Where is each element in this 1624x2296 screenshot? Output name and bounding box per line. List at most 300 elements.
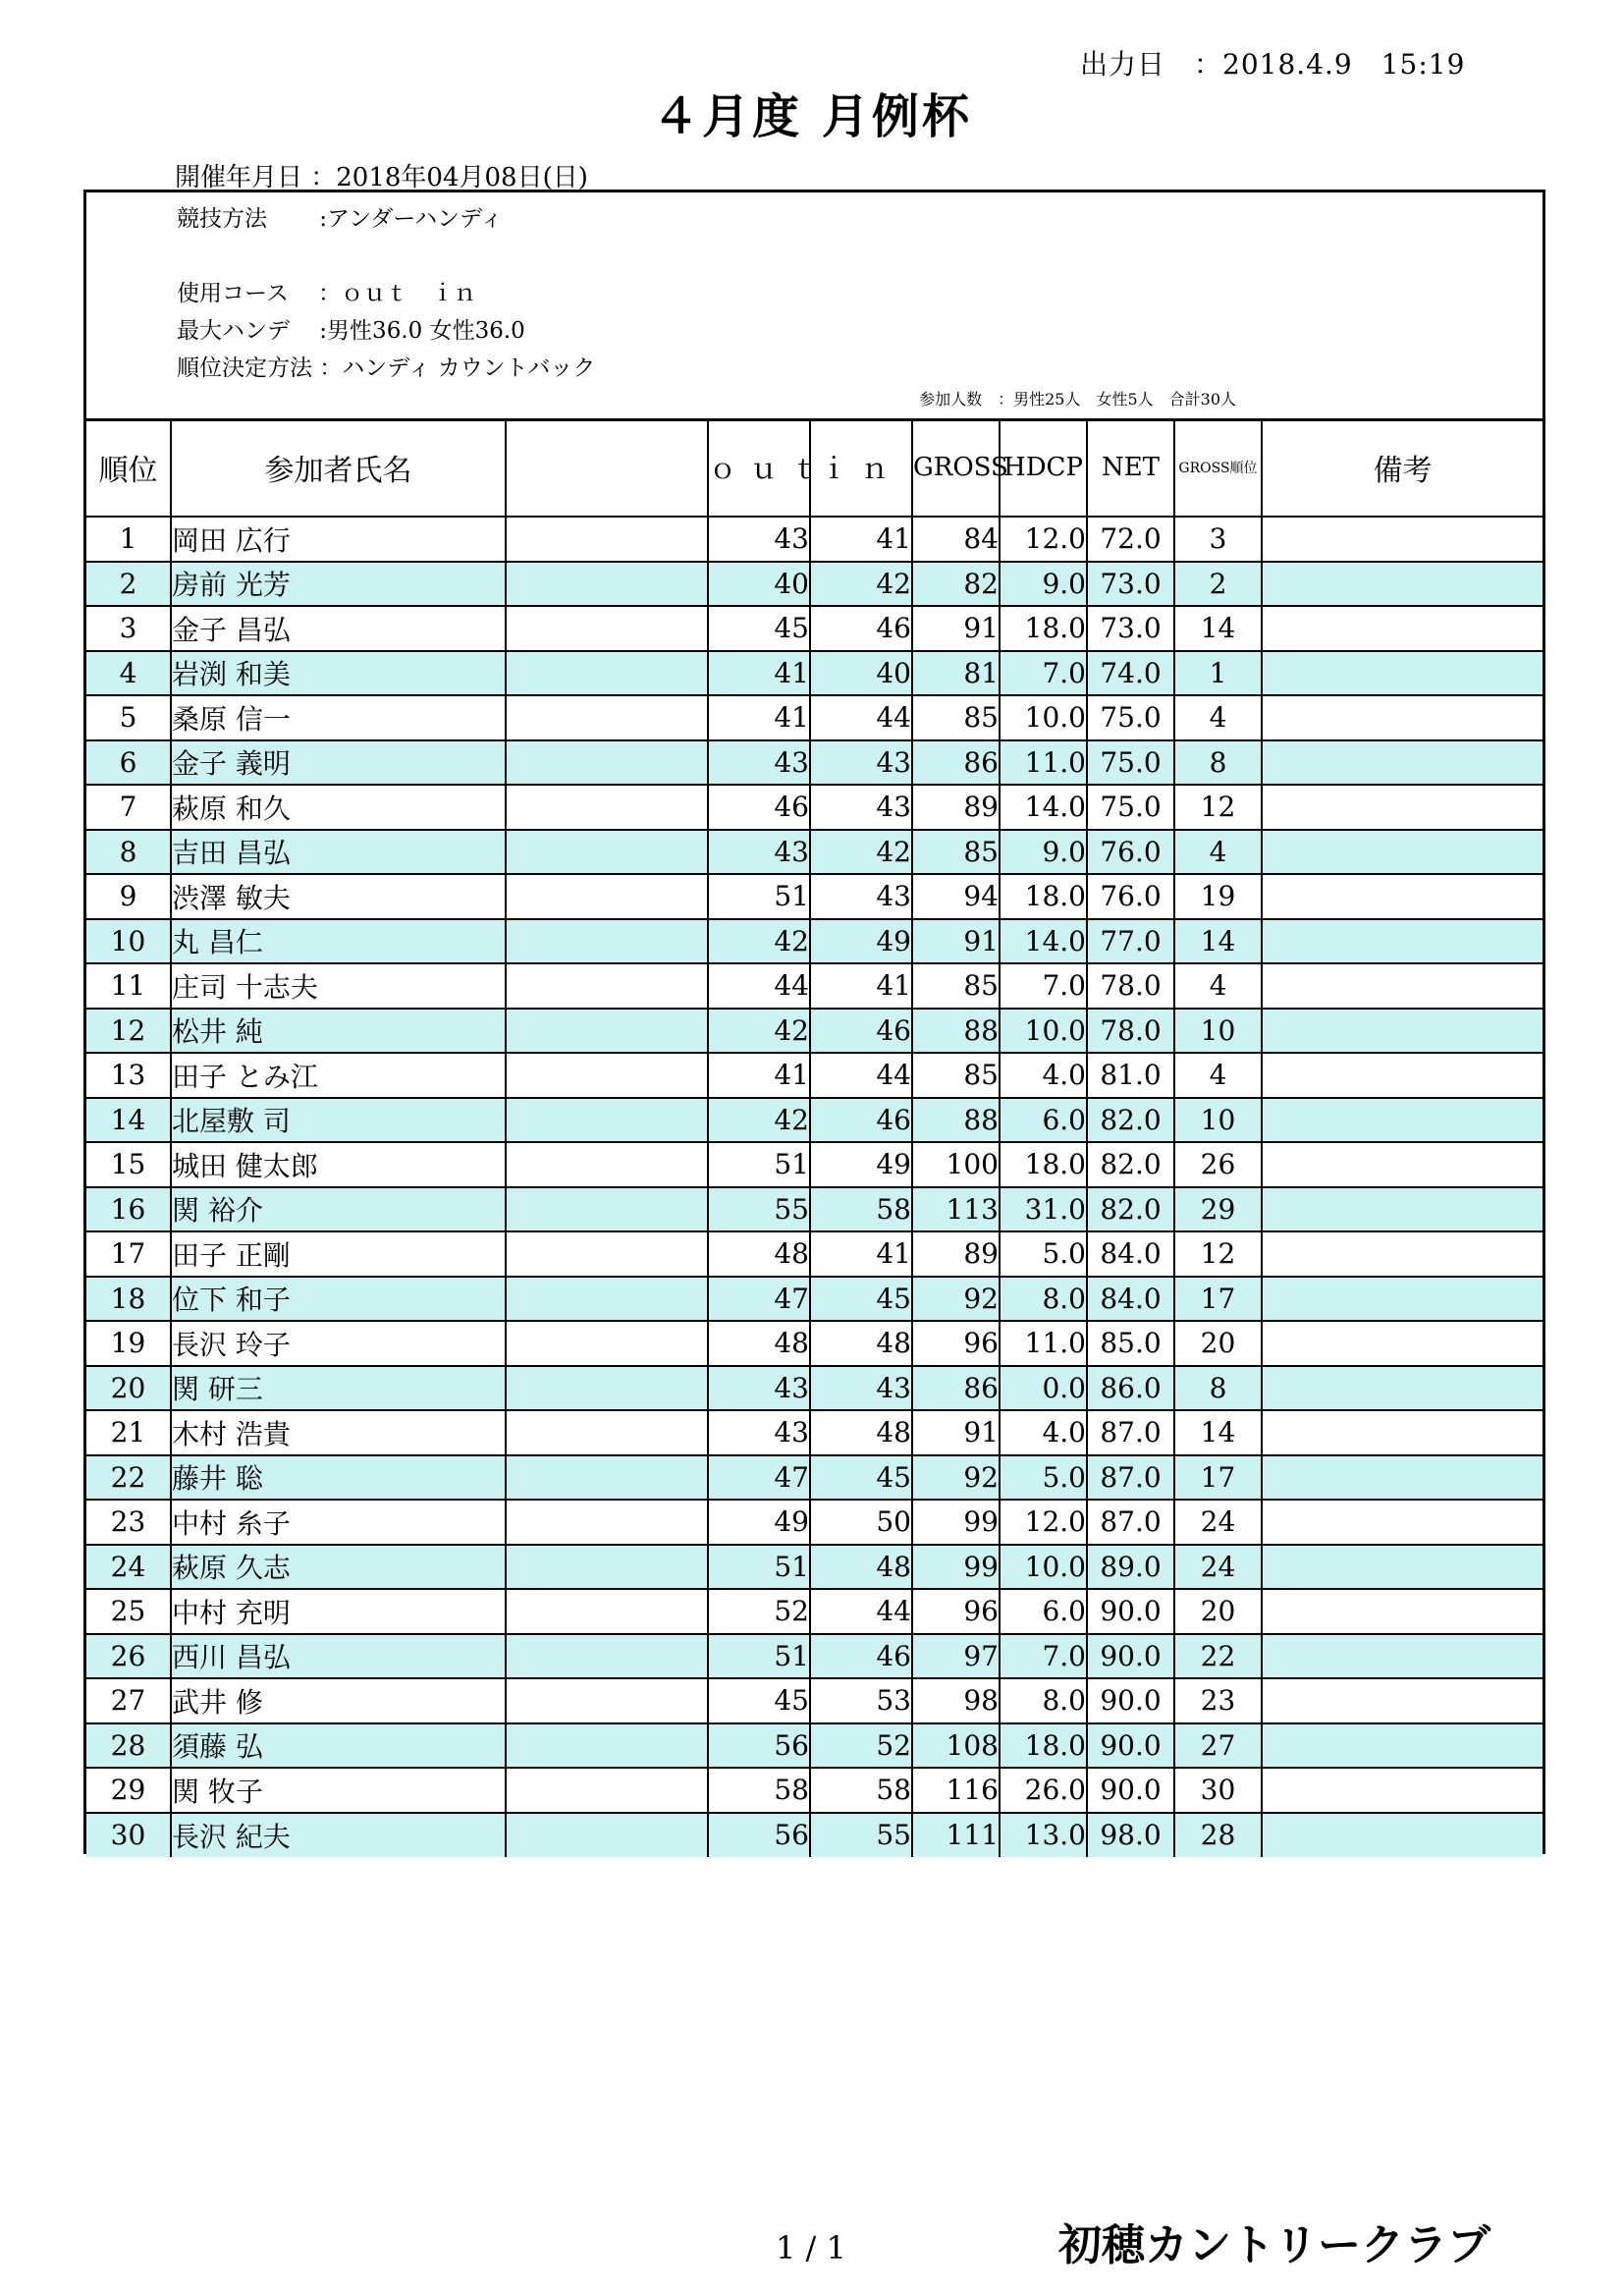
- cell-rank: 6: [86, 740, 171, 786]
- cell-out: 45: [708, 1678, 810, 1723]
- table-row: [86, 1723, 1543, 1769]
- cell-rank: 24: [86, 1545, 171, 1590]
- cell-blank: [506, 1098, 708, 1143]
- cell-in: 48: [810, 1321, 912, 1366]
- cell-net: 82.0: [1087, 1187, 1174, 1232]
- cell-in: 52: [810, 1723, 912, 1769]
- held-date: 開催年月日 ：2018年04月08日(日): [175, 163, 588, 192]
- cell-gross-rank: 30: [1174, 1768, 1262, 1813]
- cell-net: 90.0: [1087, 1589, 1174, 1634]
- cell-remarks: [1262, 963, 1543, 1009]
- cell-rank: 29: [86, 1768, 171, 1813]
- cell-rank: 11: [86, 963, 171, 1009]
- cell-gross-rank: 29: [1174, 1187, 1262, 1232]
- cell-in: 43: [810, 1366, 912, 1411]
- cell-remarks: [1262, 1500, 1543, 1545]
- cell-gross-rank: 3: [1174, 517, 1262, 562]
- cell-blank: [506, 1723, 708, 1769]
- cell-net: 78.0: [1087, 1009, 1174, 1054]
- cell-in: 43: [810, 874, 912, 919]
- cell-blank: [506, 651, 708, 696]
- cell-remarks: [1262, 785, 1543, 830]
- cell-in: 48: [810, 1410, 912, 1455]
- cell-name: 関 研三: [171, 1366, 506, 1411]
- cell-remarks: [1262, 562, 1543, 607]
- cell-rank: 26: [86, 1634, 171, 1679]
- cell-blank: [506, 1634, 708, 1679]
- cell-in: 46: [810, 606, 912, 651]
- cell-blank: [506, 830, 708, 875]
- competition-method: 競技方法 :アンダーハンディ: [177, 206, 504, 232]
- cell-gross-rank: 14: [1174, 606, 1262, 651]
- cell-net: 87.0: [1087, 1500, 1174, 1545]
- cell-in: 44: [810, 1053, 912, 1098]
- cell-hdcp: 4.0: [1000, 1053, 1087, 1098]
- cell-remarks: [1262, 1142, 1543, 1187]
- cell-gross: 91: [912, 919, 1000, 964]
- cell-blank: [506, 1142, 708, 1187]
- cell-blank: [506, 606, 708, 651]
- cell-hdcp: 11.0: [1000, 740, 1087, 786]
- cell-net: 90.0: [1087, 1678, 1174, 1723]
- cell-name: 萩原 和久: [171, 785, 506, 830]
- cell-hdcp: 8.0: [1000, 1678, 1087, 1723]
- cell-hdcp: 7.0: [1000, 1634, 1087, 1679]
- cell-hdcp: 6.0: [1000, 1589, 1087, 1634]
- cell-net: 78.0: [1087, 963, 1174, 1009]
- table-row: [86, 517, 1543, 562]
- table-row: [86, 1277, 1543, 1322]
- cell-hdcp: 26.0: [1000, 1768, 1087, 1813]
- table-row: [86, 1634, 1543, 1679]
- cell-in: 41: [810, 517, 912, 562]
- table-row: [86, 606, 1543, 651]
- cell-gross-rank: 8: [1174, 740, 1262, 786]
- cell-out: 46: [708, 785, 810, 830]
- cell-hdcp: 14.0: [1000, 785, 1087, 830]
- cell-gross: 85: [912, 963, 1000, 1009]
- cell-hdcp: 18.0: [1000, 874, 1087, 919]
- table-row: [86, 1678, 1543, 1723]
- cell-out: 58: [708, 1768, 810, 1813]
- cell-gross: 85: [912, 1053, 1000, 1098]
- cell-gross-rank: 27: [1174, 1723, 1262, 1769]
- cell-gross-rank: 4: [1174, 963, 1262, 1009]
- header-out: ｏｕｔ: [708, 418, 810, 517]
- cell-out: 42: [708, 919, 810, 964]
- cell-in: 49: [810, 1142, 912, 1187]
- cell-out: 43: [708, 1366, 810, 1411]
- cell-blank: [506, 963, 708, 1009]
- cell-rank: 3: [86, 606, 171, 651]
- cell-net: 98.0: [1087, 1813, 1174, 1858]
- cell-remarks: [1262, 1366, 1543, 1411]
- cell-gross-rank: 19: [1174, 874, 1262, 919]
- cell-net: 75.0: [1087, 695, 1174, 740]
- cell-in: 48: [810, 1545, 912, 1590]
- cell-out: 43: [708, 830, 810, 875]
- cell-name: 丸 昌仁: [171, 919, 506, 964]
- cell-gross: 88: [912, 1009, 1000, 1054]
- cell-gross-rank: 17: [1174, 1455, 1262, 1501]
- cell-name: 西川 昌弘: [171, 1634, 506, 1679]
- cell-out: 55: [708, 1187, 810, 1232]
- cell-rank: 17: [86, 1231, 171, 1277]
- cell-gross: 113: [912, 1187, 1000, 1232]
- cell-blank: [506, 1410, 708, 1455]
- cell-blank: [506, 1321, 708, 1366]
- cell-gross-rank: 12: [1174, 1231, 1262, 1277]
- cell-out: 51: [708, 1142, 810, 1187]
- table-row: [86, 830, 1543, 875]
- cell-gross: 89: [912, 785, 1000, 830]
- cell-gross: 92: [912, 1277, 1000, 1322]
- cell-in: 58: [810, 1187, 912, 1232]
- cell-gross: 111: [912, 1813, 1000, 1858]
- cell-name: 長沢 玲子: [171, 1321, 506, 1366]
- cell-out: 41: [708, 695, 810, 740]
- cell-remarks: [1262, 1768, 1543, 1813]
- cell-in: 45: [810, 1277, 912, 1322]
- cell-net: 72.0: [1087, 517, 1174, 562]
- cell-rank: 15: [86, 1142, 171, 1187]
- cell-gross: 86: [912, 740, 1000, 786]
- cell-name: 関 牧子: [171, 1768, 506, 1813]
- cell-net: 82.0: [1087, 1098, 1174, 1143]
- cell-in: 49: [810, 919, 912, 964]
- cell-net: 89.0: [1087, 1545, 1174, 1590]
- cell-in: 43: [810, 740, 912, 786]
- cell-gross: 99: [912, 1500, 1000, 1545]
- ranking-method: 順位決定方法 ：ハンディ カウントバック: [177, 355, 596, 381]
- cell-gross-rank: 20: [1174, 1589, 1262, 1634]
- table-header-row: [86, 418, 1543, 517]
- cell-remarks: [1262, 1589, 1543, 1634]
- cell-name: 房前 光芳: [171, 562, 506, 607]
- cell-remarks: [1262, 517, 1543, 562]
- cell-gross: 96: [912, 1321, 1000, 1366]
- cell-remarks: [1262, 695, 1543, 740]
- cell-out: 52: [708, 1589, 810, 1634]
- cell-gross-rank: 12: [1174, 785, 1262, 830]
- table-row: [86, 1813, 1543, 1858]
- cell-out: 51: [708, 1634, 810, 1679]
- cell-gross-rank: 20: [1174, 1321, 1262, 1366]
- cell-blank: [506, 1053, 708, 1098]
- cell-hdcp: 7.0: [1000, 651, 1087, 696]
- cell-rank: 18: [86, 1277, 171, 1322]
- table-row: [86, 1545, 1543, 1590]
- cell-net: 87.0: [1087, 1455, 1174, 1501]
- table-row: [86, 963, 1543, 1009]
- cell-out: 51: [708, 874, 810, 919]
- table-row: [86, 1455, 1543, 1501]
- cell-net: 90.0: [1087, 1634, 1174, 1679]
- cell-out: 56: [708, 1813, 810, 1858]
- cell-rank: 9: [86, 874, 171, 919]
- table-row: [86, 695, 1543, 740]
- cell-gross: 85: [912, 695, 1000, 740]
- cell-hdcp: 10.0: [1000, 695, 1087, 740]
- cell-hdcp: 12.0: [1000, 517, 1087, 562]
- cell-gross: 96: [912, 1589, 1000, 1634]
- cell-remarks: [1262, 1009, 1543, 1054]
- cell-hdcp: 5.0: [1000, 1455, 1087, 1501]
- cell-hdcp: 8.0: [1000, 1277, 1087, 1322]
- cell-gross: 82: [912, 562, 1000, 607]
- cell-rank: 12: [86, 1009, 171, 1054]
- cell-net: 87.0: [1087, 1410, 1174, 1455]
- cell-name: 金子 義明: [171, 740, 506, 786]
- cell-name: 松井 純: [171, 1009, 506, 1054]
- cell-net: 84.0: [1087, 1277, 1174, 1322]
- cell-name: 長沢 紀夫: [171, 1813, 506, 1858]
- table-row: [86, 1410, 1543, 1455]
- club-name: 初穂カントリークラブ: [1058, 2220, 1490, 2270]
- cell-out: 44: [708, 963, 810, 1009]
- cell-hdcp: 11.0: [1000, 1321, 1087, 1366]
- results-body: [86, 517, 1543, 1857]
- cell-out: 43: [708, 1410, 810, 1455]
- cell-hdcp: 6.0: [1000, 1098, 1087, 1143]
- cell-name: 関 裕介: [171, 1187, 506, 1232]
- cell-hdcp: 7.0: [1000, 963, 1087, 1009]
- cell-out: 56: [708, 1723, 810, 1769]
- cell-name: 桑原 信一: [171, 695, 506, 740]
- cell-hdcp: 18.0: [1000, 1723, 1087, 1769]
- cell-remarks: [1262, 830, 1543, 875]
- cell-name: 庄司 十志夫: [171, 963, 506, 1009]
- header-in: ｉｎ: [810, 418, 912, 517]
- cell-net: 73.0: [1087, 606, 1174, 651]
- cell-remarks: [1262, 1053, 1543, 1098]
- cell-blank: [506, 1231, 708, 1277]
- cell-name: 中村 充明: [171, 1589, 506, 1634]
- cell-rank: 19: [86, 1321, 171, 1366]
- cell-hdcp: 31.0: [1000, 1187, 1087, 1232]
- cell-gross-rank: 2: [1174, 562, 1262, 607]
- cell-name: 田子 とみ江: [171, 1053, 506, 1098]
- cell-gross-rank: 10: [1174, 1009, 1262, 1054]
- cell-gross-rank: 28: [1174, 1813, 1262, 1858]
- cell-out: 47: [708, 1455, 810, 1501]
- cell-gross: 91: [912, 1410, 1000, 1455]
- cell-remarks: [1262, 1231, 1543, 1277]
- header-name: 参加者氏名: [171, 418, 506, 517]
- cell-rank: 4: [86, 651, 171, 696]
- cell-name: 中村 糸子: [171, 1500, 506, 1545]
- cell-remarks: [1262, 1321, 1543, 1366]
- cell-net: 84.0: [1087, 1231, 1174, 1277]
- cell-hdcp: 9.0: [1000, 830, 1087, 875]
- cell-net: 82.0: [1087, 1142, 1174, 1187]
- cell-rank: 20: [86, 1366, 171, 1411]
- table-row: [86, 1187, 1543, 1232]
- cell-remarks: [1262, 1187, 1543, 1232]
- cell-hdcp: 10.0: [1000, 1009, 1087, 1054]
- cell-rank: 13: [86, 1053, 171, 1098]
- cell-blank: [506, 785, 708, 830]
- cell-blank: [506, 740, 708, 786]
- cell-name: 藤井 聡: [171, 1455, 506, 1501]
- table-row: [86, 562, 1543, 607]
- cell-hdcp: 10.0: [1000, 1545, 1087, 1590]
- cell-gross-rank: 24: [1174, 1545, 1262, 1590]
- table-row: [86, 1321, 1543, 1366]
- cell-rank: 21: [86, 1410, 171, 1455]
- cell-remarks: [1262, 1634, 1543, 1679]
- cell-name: 金子 昌弘: [171, 606, 506, 651]
- cell-gross: 94: [912, 874, 1000, 919]
- cell-net: 74.0: [1087, 651, 1174, 696]
- cell-out: 40: [708, 562, 810, 607]
- cell-hdcp: 14.0: [1000, 919, 1087, 964]
- table-row: [86, 1009, 1543, 1054]
- cell-remarks: [1262, 1455, 1543, 1501]
- cell-in: 42: [810, 830, 912, 875]
- cell-hdcp: 18.0: [1000, 1142, 1087, 1187]
- cell-name: 渋澤 敏夫: [171, 874, 506, 919]
- cell-out: 45: [708, 606, 810, 651]
- cell-out: 41: [708, 1053, 810, 1098]
- cell-net: 85.0: [1087, 1321, 1174, 1366]
- cell-in: 46: [810, 1634, 912, 1679]
- header-rank: 順位: [86, 418, 171, 517]
- header-gross-rank: GROSS順位: [1174, 418, 1262, 517]
- cell-net: 77.0: [1087, 919, 1174, 964]
- cell-name: 岩渕 和美: [171, 651, 506, 696]
- page-title: ４月度 月例杯: [652, 89, 972, 144]
- cell-in: 55: [810, 1813, 912, 1858]
- table-row: [86, 1589, 1543, 1634]
- cell-net: 76.0: [1087, 874, 1174, 919]
- cell-blank: [506, 562, 708, 607]
- cell-rank: 1: [86, 517, 171, 562]
- cell-name: 木村 浩貴: [171, 1410, 506, 1455]
- cell-name: 岡田 広行: [171, 517, 506, 562]
- cell-gross-rank: 4: [1174, 830, 1262, 875]
- cell-remarks: [1262, 740, 1543, 786]
- cell-out: 51: [708, 1545, 810, 1590]
- cell-gross: 81: [912, 651, 1000, 696]
- cell-gross-rank: 17: [1174, 1277, 1262, 1322]
- cell-hdcp: 12.0: [1000, 1500, 1087, 1545]
- cell-out: 41: [708, 651, 810, 696]
- cell-name: 武井 修: [171, 1678, 506, 1723]
- cell-name: 城田 健太郎: [171, 1142, 506, 1187]
- table-row: [86, 1098, 1543, 1143]
- cell-blank: [506, 1589, 708, 1634]
- cell-rank: 23: [86, 1500, 171, 1545]
- table-row: [86, 919, 1543, 964]
- cell-net: 75.0: [1087, 785, 1174, 830]
- table-row: [86, 1053, 1543, 1098]
- cell-net: 90.0: [1087, 1768, 1174, 1813]
- cell-remarks: [1262, 1678, 1543, 1723]
- cell-net: 75.0: [1087, 740, 1174, 786]
- cell-blank: [506, 919, 708, 964]
- cell-name: 位下 和子: [171, 1277, 506, 1322]
- table-row: [86, 651, 1543, 696]
- cell-gross-rank: 14: [1174, 1410, 1262, 1455]
- cell-name: 萩原 久志: [171, 1545, 506, 1590]
- cell-gross-rank: 22: [1174, 1634, 1262, 1679]
- cell-rank: 8: [86, 830, 171, 875]
- cell-rank: 7: [86, 785, 171, 830]
- cell-gross: 100: [912, 1142, 1000, 1187]
- cell-blank: [506, 695, 708, 740]
- cell-gross: 99: [912, 1545, 1000, 1590]
- cell-in: 50: [810, 1500, 912, 1545]
- cell-blank: [506, 1500, 708, 1545]
- header-blank: [506, 418, 708, 517]
- cell-remarks: [1262, 874, 1543, 919]
- cell-in: 44: [810, 695, 912, 740]
- table-row: [86, 1142, 1543, 1187]
- cell-in: 46: [810, 1098, 912, 1143]
- cell-in: 41: [810, 1231, 912, 1277]
- cell-rank: 10: [86, 919, 171, 964]
- cell-name: 吉田 昌弘: [171, 830, 506, 875]
- course-used: 使用コース ：ｏｕｔ ｉｎ: [177, 281, 477, 306]
- cell-rank: 22: [86, 1455, 171, 1501]
- cell-blank: [506, 1813, 708, 1858]
- cell-gross: 98: [912, 1678, 1000, 1723]
- cell-rank: 16: [86, 1187, 171, 1232]
- cell-in: 42: [810, 562, 912, 607]
- cell-blank: [506, 1678, 708, 1723]
- page-number: 1 / 1: [776, 2229, 846, 2267]
- output-date: 出力日 ：2018.4.9 15:19: [1080, 48, 1466, 81]
- cell-remarks: [1262, 1277, 1543, 1322]
- results-table: [86, 418, 1543, 1857]
- cell-out: 42: [708, 1009, 810, 1054]
- cell-gross-rank: 26: [1174, 1142, 1262, 1187]
- cell-remarks: [1262, 1813, 1543, 1858]
- cell-gross: 108: [912, 1723, 1000, 1769]
- cell-in: 46: [810, 1009, 912, 1054]
- cell-remarks: [1262, 919, 1543, 964]
- cell-gross-rank: 10: [1174, 1098, 1262, 1143]
- cell-gross-rank: 4: [1174, 695, 1262, 740]
- cell-net: 73.0: [1087, 562, 1174, 607]
- cell-out: 43: [708, 517, 810, 562]
- cell-remarks: [1262, 1098, 1543, 1143]
- header-hdcp: HDCP: [1000, 418, 1087, 517]
- cell-gross-rank: 23: [1174, 1678, 1262, 1723]
- cell-gross-rank: 14: [1174, 919, 1262, 964]
- cell-in: 53: [810, 1678, 912, 1723]
- cell-blank: [506, 517, 708, 562]
- cell-remarks: [1262, 606, 1543, 651]
- cell-net: 76.0: [1087, 830, 1174, 875]
- cell-hdcp: 13.0: [1000, 1813, 1087, 1858]
- cell-hdcp: 0.0: [1000, 1366, 1087, 1411]
- table-row: [86, 740, 1543, 786]
- cell-rank: 27: [86, 1678, 171, 1723]
- cell-net: 86.0: [1087, 1366, 1174, 1411]
- cell-blank: [506, 1545, 708, 1590]
- cell-out: 48: [708, 1321, 810, 1366]
- table-row: [86, 1500, 1543, 1545]
- cell-net: 90.0: [1087, 1723, 1174, 1769]
- cell-out: 43: [708, 740, 810, 786]
- cell-hdcp: 9.0: [1000, 562, 1087, 607]
- cell-blank: [506, 1366, 708, 1411]
- header-gross: GROSS: [912, 418, 1000, 517]
- cell-remarks: [1262, 1410, 1543, 1455]
- cell-blank: [506, 874, 708, 919]
